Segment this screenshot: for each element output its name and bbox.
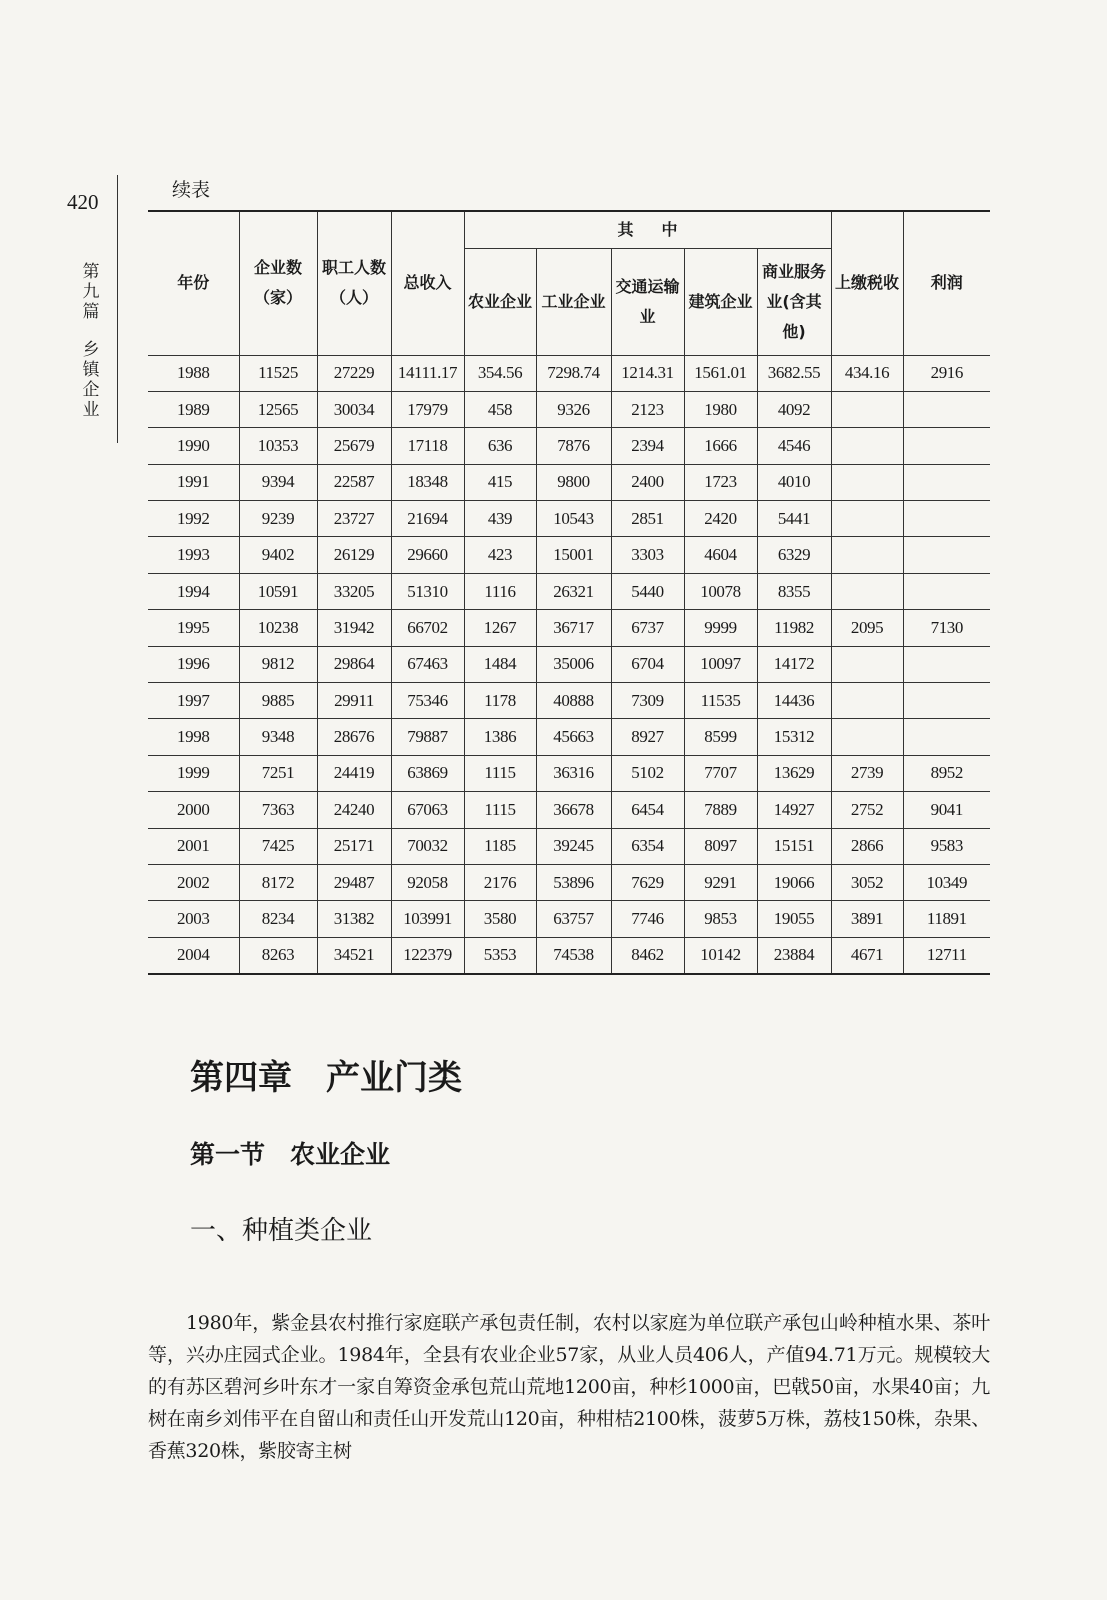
table-cell: 2095 [831,610,903,646]
table-cell: 13629 [757,755,831,791]
table-cell: 10078 [684,573,757,609]
table-cell: 3891 [831,901,903,937]
table-cell: 10543 [536,501,611,537]
table-cell: 8097 [684,828,757,864]
table-cell: 434.16 [831,355,903,391]
table-cell: 79887 [391,719,464,755]
table-cell: 6354 [611,828,684,864]
table-cell: 70032 [391,828,464,864]
table-cell: 2866 [831,828,903,864]
header-enterprises: 企业数（家） [239,212,317,355]
table-cell: 4546 [757,428,831,464]
table-cell: 4010 [757,464,831,500]
table-cell: 7876 [536,428,611,464]
table-cell: 10591 [239,573,317,609]
body-paragraph: 1980年，紫金县农村推行家庭联产承包责任制，农村以家庭为单位联产承包山岭种植水果、茶叶等，兴办庄园式企业。1984年，全县有农业企业57家，从业人员406人，产值94.71万元。规模较大的有苏区碧河乡叶东才一家自筹资金承包荒山荒地1200亩，种杉1000亩，巴戟50亩，水果40亩；九树在南乡刘伟平在自留山和责任山开发荒山120亩，种柑桔2100株，菠萝5万株，荔枝150株，杂果、香蕉320株，紫胶寄主树 [148,1312,990,1462]
table-cell [831,428,903,464]
table-cell: 1990 [148,428,239,464]
table-cell: 1992 [148,501,239,537]
table-row [148,464,990,500]
table-cell [831,537,903,573]
table-cell: 25171 [317,828,391,864]
table-cell: 27229 [317,355,391,391]
table-cell: 7309 [611,683,684,719]
table-cell: 74538 [536,937,611,973]
table-cell: 7251 [239,755,317,791]
table-cell: 15312 [757,719,831,755]
table-cell: 63757 [536,901,611,937]
table-cell: 1115 [464,792,536,828]
table-cell: 1993 [148,537,239,573]
table-cell: 1996 [148,646,239,682]
table-cell: 8234 [239,901,317,937]
table-caption: 续表 [172,179,211,201]
table-cell: 24240 [317,792,391,828]
table-cell: 1116 [464,573,536,609]
table-cell: 36717 [536,610,611,646]
table-cell: 1178 [464,683,536,719]
table-cell: 7130 [903,610,990,646]
table-cell: 5441 [757,501,831,537]
table-cell: 5353 [464,937,536,973]
table-row [148,683,990,719]
table-cell: 3303 [611,537,684,573]
table-cell: 1484 [464,646,536,682]
table-cell: 1561.01 [684,355,757,391]
table-cell: 11535 [684,683,757,719]
table-cell: 10142 [684,937,757,973]
table-cell: 92058 [391,864,464,900]
table-cell: 12565 [239,391,317,427]
header-tax: 上缴税收 [831,212,903,355]
table-cell: 24419 [317,755,391,791]
table-cell: 4604 [684,537,757,573]
table-cell: 2420 [684,501,757,537]
table-row [148,646,990,682]
table-cell: 7425 [239,828,317,864]
table-cell: 1991 [148,464,239,500]
table-cell: 2916 [903,355,990,391]
table-cell: 4092 [757,391,831,427]
table-cell: 9394 [239,464,317,500]
table-cell: 29487 [317,864,391,900]
table-row [148,428,990,464]
table-cell: 34521 [317,937,391,973]
header-construction: 建筑企业 [684,248,757,355]
table-cell: 17118 [391,428,464,464]
table-cell: 26321 [536,573,611,609]
header-profit: 利润 [903,212,990,355]
running-head-part: 第 九 篇 [82,262,100,322]
table-cell: 8355 [757,573,831,609]
table-cell: 15151 [757,828,831,864]
table-cell [831,683,903,719]
table-row [148,864,990,900]
table-cell: 22587 [317,464,391,500]
table-cell: 1995 [148,610,239,646]
table-cell: 8172 [239,864,317,900]
table-cell: 1997 [148,683,239,719]
table-cell [831,719,903,755]
table-cell: 14436 [757,683,831,719]
table-cell: 14927 [757,792,831,828]
table-cell: 1999 [148,755,239,791]
table-cell: 8952 [903,755,990,791]
table-cell: 122379 [391,937,464,973]
table-cell: 12711 [903,937,990,973]
table-cell: 36316 [536,755,611,791]
table-cell: 458 [464,391,536,427]
table-cell: 14172 [757,646,831,682]
table-cell: 1115 [464,755,536,791]
table-cell: 9812 [239,646,317,682]
table-cell: 39245 [536,828,611,864]
table-cell: 6329 [757,537,831,573]
header-transport: 交通运输业 [611,248,684,355]
table-cell: 5440 [611,573,684,609]
table-cell: 1267 [464,610,536,646]
table-cell: 415 [464,464,536,500]
table-cell: 18348 [391,464,464,500]
table-cell: 2176 [464,864,536,900]
table-cell: 9885 [239,683,317,719]
table-cell: 354.56 [464,355,536,391]
table-cell: 11891 [903,901,990,937]
table-row [148,537,990,573]
table-cell: 45663 [536,719,611,755]
table-cell: 3052 [831,864,903,900]
running-head [80,262,102,420]
table-cell: 67463 [391,646,464,682]
table-cell: 1386 [464,719,536,755]
table-cell: 1185 [464,828,536,864]
table-cell: 8462 [611,937,684,973]
table-cell: 10353 [239,428,317,464]
header-industry: 工业企业 [536,248,611,355]
table-row [148,610,990,646]
table-cell: 10238 [239,610,317,646]
table-cell [903,646,990,682]
statistics-table [148,212,990,975]
table-cell [903,428,990,464]
table-cell: 26129 [317,537,391,573]
table-cell: 9326 [536,391,611,427]
running-head-title: 乡 镇 企 业 [82,340,100,420]
header-year: 年份 [148,212,239,355]
table-cell: 66702 [391,610,464,646]
header-total-income: 总收入 [391,212,464,355]
table-cell: 9402 [239,537,317,573]
table-cell: 7746 [611,901,684,937]
subsection-title: 一、种植类企业 [190,1216,373,1246]
table-cell: 30034 [317,391,391,427]
table-cell: 2004 [148,937,239,973]
table-cell [903,719,990,755]
table-cell: 19066 [757,864,831,900]
table-cell: 2123 [611,391,684,427]
table-cell: 2000 [148,792,239,828]
table-cell: 11525 [239,355,317,391]
table-cell: 19055 [757,901,831,937]
table-row [148,573,990,609]
table-cell: 75346 [391,683,464,719]
table-cell: 5102 [611,755,684,791]
table-cell [903,683,990,719]
table-cell: 51310 [391,573,464,609]
table-cell: 7707 [684,755,757,791]
table-cell: 10097 [684,646,757,682]
table-cell: 8927 [611,719,684,755]
table-row [148,719,990,755]
table-cell: 9291 [684,864,757,900]
table-row [148,391,990,427]
table-cell [903,464,990,500]
table-cell [831,501,903,537]
table-row [148,755,990,791]
table-row [148,792,990,828]
table-cell: 25679 [317,428,391,464]
table-cell: 6454 [611,792,684,828]
table-cell: 2003 [148,901,239,937]
table-cell: 3580 [464,901,536,937]
margin-rule [117,175,118,443]
table-cell: 35006 [536,646,611,682]
table-cell: 28676 [317,719,391,755]
table-cell [831,646,903,682]
header-agriculture: 农业企业 [464,248,536,355]
table-cell: 1988 [148,355,239,391]
table-cell: 8599 [684,719,757,755]
table-row [148,937,990,973]
table-cell: 4671 [831,937,903,973]
table-cell: 439 [464,501,536,537]
table-cell [831,391,903,427]
table-cell: 2739 [831,755,903,791]
table-cell: 7298.74 [536,355,611,391]
table-cell: 6704 [611,646,684,682]
table-cell: 1994 [148,573,239,609]
table-cell: 1998 [148,719,239,755]
table-cell: 1980 [684,391,757,427]
table-cell: 7889 [684,792,757,828]
table-cell: 10349 [903,864,990,900]
table-row [148,501,990,537]
table-row [148,355,990,391]
table-cell [903,501,990,537]
table-cell: 2400 [611,464,684,500]
table-cell: 31382 [317,901,391,937]
table-cell: 2394 [611,428,684,464]
table-cell: 17979 [391,391,464,427]
table-cell: 23727 [317,501,391,537]
header-commerce: 商业服务业(含其他) [757,248,831,355]
table-cell [903,573,990,609]
table-cell [903,391,990,427]
table-cell: 7629 [611,864,684,900]
header-employees: 职工人数（人） [317,212,391,355]
table-cell: 9239 [239,501,317,537]
chapter-title: 第四章 产业门类 [190,1058,462,1098]
table-cell: 103991 [391,901,464,937]
table-cell: 636 [464,428,536,464]
table-cell: 3682.55 [757,355,831,391]
table-cell: 9348 [239,719,317,755]
table-cell: 2752 [831,792,903,828]
table-cell: 11982 [757,610,831,646]
table-cell: 33205 [317,573,391,609]
table-cell [831,464,903,500]
table-cell: 1666 [684,428,757,464]
table-cell: 63869 [391,755,464,791]
table-cell: 1214.31 [611,355,684,391]
table-cell: 9853 [684,901,757,937]
table-cell: 36678 [536,792,611,828]
table-cell: 67063 [391,792,464,828]
table-cell: 14111.17 [391,355,464,391]
table-cell: 9041 [903,792,990,828]
table-cell [831,573,903,609]
table-cell: 53896 [536,864,611,900]
table-cell: 31942 [317,610,391,646]
table-body [148,355,990,974]
table-cell: 40888 [536,683,611,719]
header-group: 其中 [464,212,831,248]
table-row [148,828,990,864]
section-title: 第一节 农业企业 [190,1140,391,1169]
table-cell: 2851 [611,501,684,537]
table-row [148,901,990,937]
table-cell: 29864 [317,646,391,682]
table-cell: 23884 [757,937,831,973]
table-cell: 29660 [391,537,464,573]
table-cell: 7363 [239,792,317,828]
table-cell: 423 [464,537,536,573]
table-cell: 21694 [391,501,464,537]
table-cell: 29911 [317,683,391,719]
table-cell: 2002 [148,864,239,900]
table-cell [903,537,990,573]
table-cell: 9800 [536,464,611,500]
table-cell: 1989 [148,391,239,427]
table-cell: 6737 [611,610,684,646]
page-number: 420 [67,190,99,214]
table-cell: 9583 [903,828,990,864]
table-cell: 1723 [684,464,757,500]
table-cell: 2001 [148,828,239,864]
table-cell: 8263 [239,937,317,973]
table-cell: 15001 [536,537,611,573]
table-cell: 9999 [684,610,757,646]
